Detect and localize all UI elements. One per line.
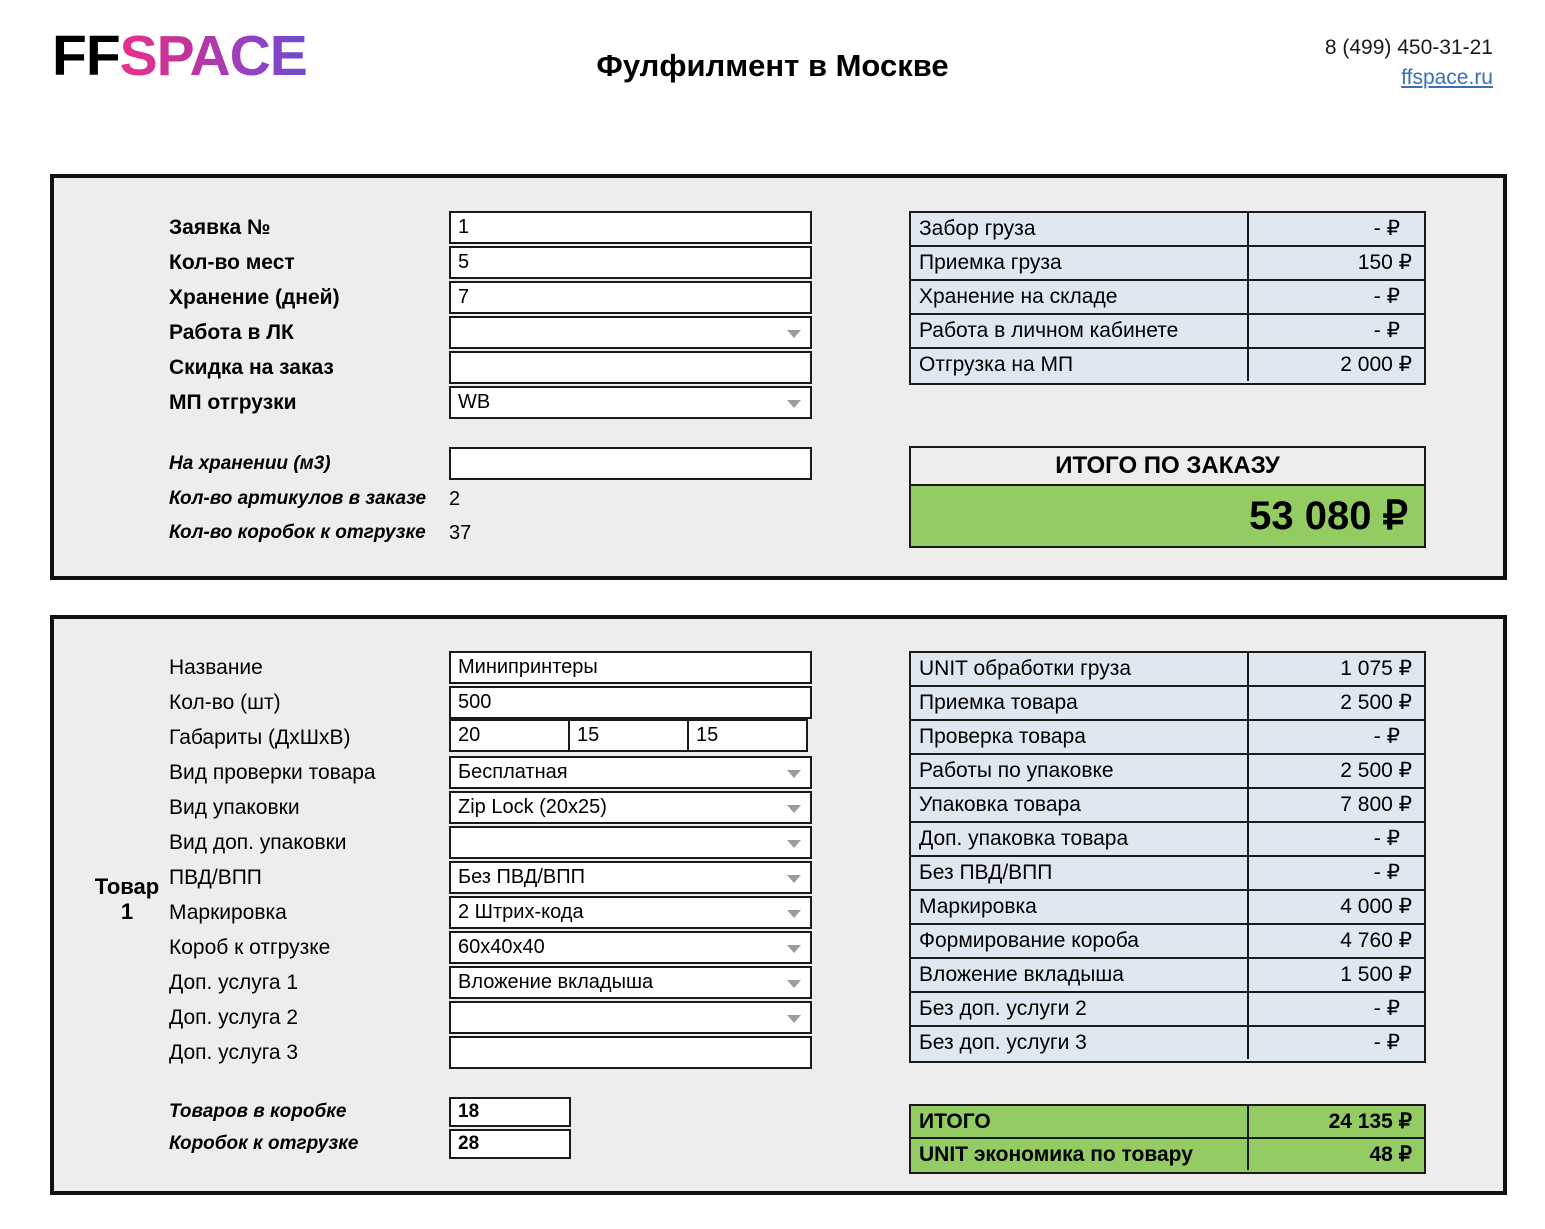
value-товаров-в-коробке: 18	[458, 1101, 480, 1122]
price-name: Проверка товара	[911, 721, 1249, 753]
product-totals-table	[909, 1104, 1426, 1174]
price-row	[911, 789, 1424, 823]
order-total-label: ИТОГО ПО ЗАКАЗУ	[909, 446, 1426, 486]
price-row	[911, 823, 1424, 857]
chevron-down-icon[interactable]	[787, 330, 801, 338]
order-total-value: 53 080 ₽	[909, 486, 1426, 548]
label-кол-во-мест: Кол-во мест	[169, 251, 295, 274]
value-вид-проверки-товара: Бесплатная	[458, 761, 568, 783]
chevron-down-icon[interactable]	[787, 875, 801, 883]
price-value: 4 760 ₽	[1340, 929, 1412, 952]
logo-text-ff: FF	[52, 24, 120, 88]
input-заявка[interactable]	[449, 211, 812, 244]
label-коробок-к-отгрузке: Коробок к отгрузке	[169, 1133, 359, 1154]
price-name: Работа в личном кабинете	[911, 315, 1249, 347]
price-value: 2 500 ₽	[1340, 691, 1412, 714]
price-value: - ₽	[1373, 997, 1400, 1020]
product-panel	[50, 615, 1507, 1195]
price-row	[911, 959, 1424, 993]
price-row	[911, 857, 1424, 891]
price-name: Без ПВД/ВПП	[911, 857, 1249, 889]
price-value: - ₽	[1373, 1031, 1400, 1054]
product-index-word: Товар	[94, 874, 160, 899]
price-row	[911, 247, 1424, 281]
label-мп-отгрузки: МП отгрузки	[169, 391, 297, 414]
chevron-down-icon[interactable]	[787, 400, 801, 408]
input-кол-во-шт[interactable]	[449, 686, 812, 719]
price-name: Работы по упаковке	[911, 755, 1249, 787]
value-коробок-к-отгрузке: 28	[458, 1133, 480, 1154]
value-кол-во-коробок-к-отгрузке: 37	[449, 522, 472, 544]
order-price-table	[909, 211, 1426, 385]
website-link[interactable]: ffspace.ru	[1401, 66, 1493, 90]
product-price-table	[909, 651, 1426, 1063]
price-name: Забор груза	[911, 213, 1249, 245]
price-row	[911, 1027, 1424, 1061]
value-маркировка: 2 Штрих-кода	[458, 901, 584, 923]
price-row	[911, 925, 1424, 959]
select-вид-проверки-товара[interactable]	[449, 756, 812, 789]
dimension-height-value: 15	[696, 724, 719, 746]
chevron-down-icon[interactable]	[787, 805, 801, 813]
value-вид-упаковки: Zip Lock (20x25)	[458, 796, 607, 818]
select-пвд-впп[interactable]	[449, 861, 812, 894]
value-кол-во-шт: 500	[458, 691, 492, 713]
product-index-label	[72, 874, 182, 925]
select-маркировка[interactable]	[449, 896, 812, 929]
price-name: Хранение на складе	[911, 281, 1249, 313]
total-row	[911, 1106, 1424, 1139]
chevron-down-icon[interactable]	[787, 840, 801, 848]
label-скидка-на-заказ: Скидка на заказ	[169, 356, 334, 379]
label-габариты-дхшхв: Габариты (ДхШхВ)	[169, 726, 351, 749]
dimension-depth-value: 20	[458, 724, 481, 746]
price-name: Приемка товара	[911, 687, 1249, 719]
label-маркировка: Маркировка	[169, 901, 287, 924]
price-value: - ₽	[1373, 725, 1400, 748]
label-доп-услуга-1: Доп. услуга 1	[169, 971, 299, 994]
price-name: Упаковка товара	[911, 789, 1249, 821]
price-value: - ₽	[1373, 319, 1400, 342]
select-доп-услуга-1[interactable]	[449, 966, 812, 999]
label-хранение-дней: Хранение (дней)	[169, 286, 340, 309]
label-доп-услуга-2: Доп. услуга 2	[169, 1006, 299, 1029]
price-row	[911, 755, 1424, 789]
input-скидка-на-заказ[interactable]	[449, 351, 812, 384]
price-row	[911, 993, 1424, 1027]
price-name: Отгрузка на МП	[911, 349, 1249, 381]
chevron-down-icon[interactable]	[787, 770, 801, 778]
price-value: - ₽	[1373, 285, 1400, 308]
price-row	[911, 349, 1424, 383]
logo-text-space: SPACE	[119, 24, 307, 88]
value-пвд-впп: Без ПВД/ВПП	[458, 866, 586, 888]
label-пвд-впп: ПВД/ВПП	[169, 866, 262, 889]
dimension-width-value: 15	[577, 724, 600, 746]
price-name: Без доп. услуги 2	[911, 993, 1249, 1025]
order-panel	[50, 174, 1507, 580]
dimension-depth-input[interactable]	[449, 719, 570, 752]
page-header	[0, 0, 1545, 160]
value-доп-услуга-1: Вложение вкладыша	[458, 971, 654, 993]
select-работа-в-лк[interactable]	[449, 316, 812, 349]
price-name: Без доп. услуги 3	[911, 1027, 1249, 1059]
price-value: 1 500 ₽	[1340, 963, 1412, 986]
input-хранение-дней[interactable]	[449, 281, 812, 314]
value-заявка: 1	[458, 216, 470, 238]
input-на-хранении-м3[interactable]	[449, 447, 812, 480]
total-value: 48 ₽	[1369, 1143, 1412, 1166]
dimension-height-input[interactable]	[687, 719, 808, 752]
label-вид-проверки-товара: Вид проверки товара	[169, 761, 376, 784]
label-вид-доп-упаковки: Вид доп. упаковки	[169, 831, 347, 854]
value-короб-к-отгрузке: 60x40x40	[458, 936, 545, 958]
label-кол-во-шт: Кол-во (шт)	[169, 691, 281, 714]
page-title: Фулфилмент в Москве	[596, 48, 949, 83]
select-короб-к-отгрузке[interactable]	[449, 931, 812, 964]
select-доп-услуга-2[interactable]	[449, 1001, 812, 1034]
label-работа-в-лк: Работа в ЛК	[169, 321, 294, 344]
chevron-down-icon[interactable]	[787, 945, 801, 953]
price-value: 7 800 ₽	[1340, 793, 1412, 816]
price-name: Приемка груза	[911, 247, 1249, 279]
chevron-down-icon[interactable]	[787, 1015, 801, 1023]
price-value: 1 075 ₽	[1340, 657, 1412, 680]
value-кол-во-артикулов-в-заказе: 2	[449, 488, 461, 510]
total-name: UNIT экономика по товару	[911, 1139, 1249, 1170]
price-row	[911, 213, 1424, 247]
label-доп-услуга-3: Доп. услуга 3	[169, 1041, 299, 1064]
chevron-down-icon[interactable]	[787, 910, 801, 918]
label-кол-во-коробок-к-отгрузке: Кол-во коробок к отгрузке	[169, 522, 426, 543]
label-вид-упаковки: Вид упаковки	[169, 796, 300, 819]
contact-block	[1325, 33, 1493, 94]
price-name: Формирование короба	[911, 925, 1249, 957]
label-название: Название	[169, 656, 263, 679]
select-вид-упаковки[interactable]	[449, 791, 812, 824]
label-заявка: Заявка №	[169, 216, 271, 239]
value-название: Минипринтеры	[458, 656, 598, 678]
price-value: 4 000 ₽	[1340, 895, 1412, 918]
value-кол-во-мест: 5	[458, 251, 470, 273]
select-мп-отгрузки[interactable]	[449, 386, 812, 419]
price-row	[911, 281, 1424, 315]
price-value: - ₽	[1373, 861, 1400, 884]
label-короб-к-отгрузке: Короб к отгрузке	[169, 936, 331, 959]
price-name: Доп. упаковка товара	[911, 823, 1249, 855]
price-value: 150 ₽	[1357, 251, 1412, 274]
input-название[interactable]	[449, 651, 812, 684]
price-row	[911, 891, 1424, 925]
product-index-number: 1	[120, 899, 134, 925]
price-name: Вложение вкладыша	[911, 959, 1249, 991]
input-коробок-к-отгрузке[interactable]	[449, 1129, 571, 1159]
input-кол-во-мест[interactable]	[449, 246, 812, 279]
label-на-хранении-м3: На хранении (м3)	[169, 453, 331, 474]
price-name: Маркировка	[911, 891, 1249, 923]
price-value: - ₽	[1373, 827, 1400, 850]
input-товаров-в-коробке[interactable]	[449, 1097, 571, 1127]
total-value: 24 135 ₽	[1328, 1110, 1412, 1133]
price-value: - ₽	[1373, 217, 1400, 240]
value-хранение-дней: 7	[458, 286, 470, 308]
label-товаров-в-коробке: Товаров в коробке	[169, 1101, 347, 1122]
chevron-down-icon[interactable]	[787, 980, 801, 988]
total-name: ИТОГО	[911, 1106, 1249, 1137]
price-name: UNIT обработки груза	[911, 653, 1249, 685]
label-кол-во-артикулов-в-заказе: Кол-во артикулов в заказе	[169, 488, 427, 509]
price-row	[911, 687, 1424, 721]
price-value: 2 000 ₽	[1340, 353, 1412, 376]
input-доп-услуга-3[interactable]	[449, 1036, 812, 1069]
price-row	[911, 721, 1424, 755]
price-row	[911, 653, 1424, 687]
price-value: 2 500 ₽	[1340, 759, 1412, 782]
price-row	[911, 315, 1424, 349]
select-вид-доп-упаковки[interactable]	[449, 826, 812, 859]
total-row	[911, 1139, 1424, 1172]
dimension-width-input[interactable]	[568, 719, 689, 752]
phone-number: 8 (499) 450-31-21	[1324, 36, 1493, 59]
value-мп-отгрузки: WB	[458, 391, 491, 413]
